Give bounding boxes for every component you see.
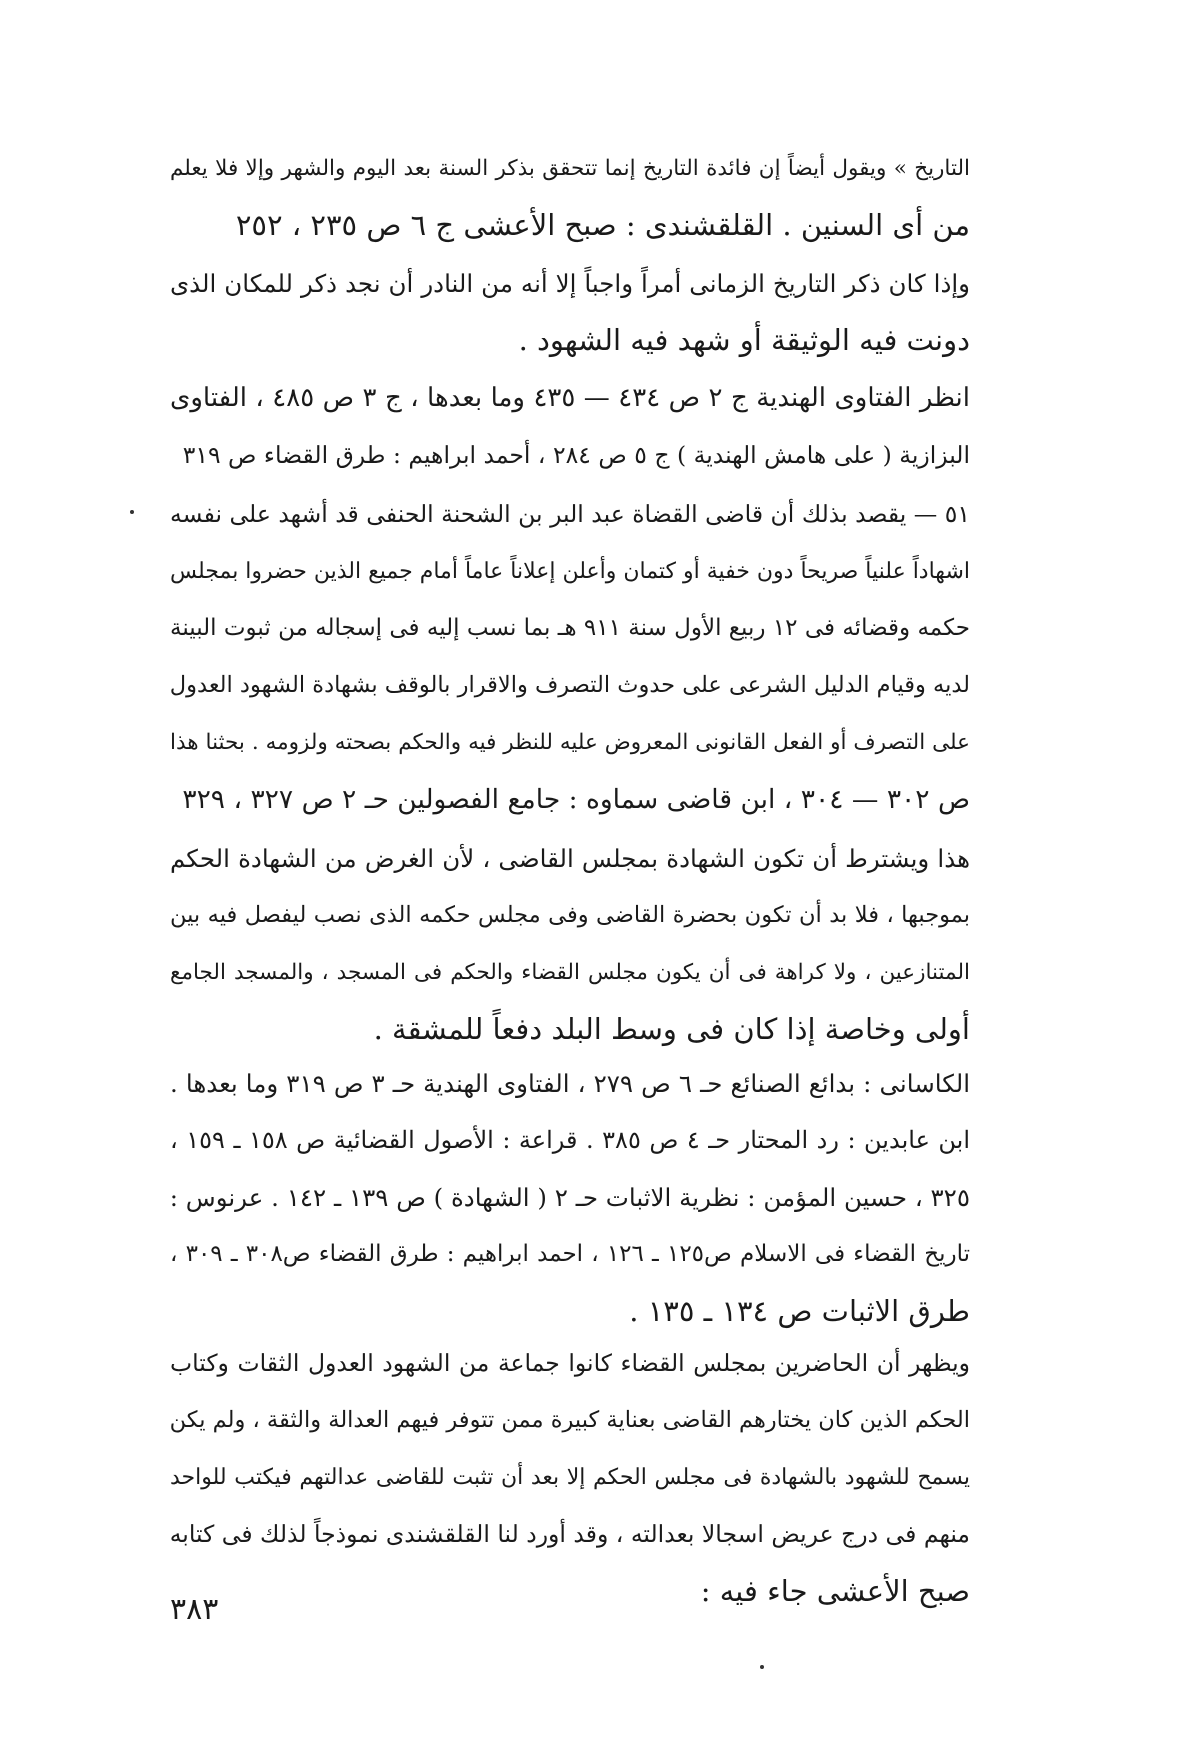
text-line: التاريخ » ويقول أيضاً إن فائدة التاريخ إنما تتحقق بذكر السنة بعد اليوم والشهر وإلا فلا يعلم (170, 156, 970, 181)
scan-speck (130, 510, 134, 514)
text-line: هذا ويشترط أن تكون الشهادة بمجلس القاضى ، لأن الغرض من الشهادة الحكم (170, 844, 970, 873)
scan-speck (760, 1665, 764, 1669)
text-line: ٥١ — يقصد بذلك أن قاضى القضاة عبد البر بن الشحنة الحنفى قد أشهد على نفسه (170, 500, 970, 528)
text-line: ص ٣٠٢ — ٣٠٤ ، ابن قاضى سماوه : جامع الفصولين حـ ٢ ص ٣٢٧ ، ٣٢٩ (182, 784, 970, 815)
text-line: صبح الأعشى جاء فيه : (700, 1574, 970, 1608)
text-line: على التصرف أو الفعل القانونى المعروض عليه للنظر فيه والحكم بصحته ولزومه . بحثنا هذا (170, 730, 970, 755)
text-line: الكاسانى : بدائع الصنائع حـ ٦ ص ٢٧٩ ، الفتاوى الهندية حـ ٣ ص ٣١٩ وما بعدها . (170, 1069, 970, 1098)
text-line: ابن عابدين : رد المحتار حـ ٤ ص ٣٨٥ . قراعة : الأصول القضائية ص ١٥٨ ـ ١٥٩ ، (170, 1126, 971, 1154)
text-line: الحكم الذين كان يختارهم القاضى بعناية كبيرة ممن تتوفر فيهم العدالة والثقة ، ولم يكن (169, 1407, 970, 1433)
text-line: من أى السنين . القلقشندى : صبح الأعشى ج ٦ ص ٢٣٥ ، ٢٥٢ (235, 208, 970, 242)
text-line: اشهاداً علنياً صريحاً دون خفية أو كتمان وأعلن إعلاناً عاماً أمام جميع الذين حضروا بمجلس (169, 559, 970, 584)
paragraph-references-fatawa (170, 370, 970, 484)
text-line: ويظهر أن الحاضرين بمجلس القضاء كانوا جماعة من الشهود العدول الثقات وكتاب (170, 1349, 970, 1377)
paragraph-references-kasani (170, 1055, 970, 1340)
text-line: المتنازعين ، ولا كراهة فى أن يكون مجلس القضاء والحكم فى المسجد ، والمسجد الجامع (170, 960, 970, 985)
text-line: حكمه وقضائه فى ١٢ ربيع الأول سنة ٩١١ هـ بما نسب إليه فى إسجاله من ثبوت البينة (170, 615, 970, 641)
text-line: دونت فيه الوثيقة أو شهد فيه الشهود . (518, 323, 970, 357)
text-line: انظر الفتاوى الهندية ج ٢ ص ٤٣٤ — ٤٣٥ وما بعدها ، ج ٣ ص ٤٨٥ ، الفتاوى (170, 383, 971, 413)
text-line: منهم فى درج عريض اسجالا بعدالته ، وقد أورد لنا القلقشندى نموذجاً لذلك فى كتابه (169, 1520, 970, 1548)
text-line: لديه وقيام الدليل الشرعى على حدوث التصرف والاقرار بالوقف بشهادة الشهود العدول (169, 672, 970, 698)
text-line: طرق الاثبات ص ١٣٤ ـ ١٣٥ . (629, 1294, 970, 1328)
text-line: البزازية ( على هامش الهندية ) ج ٥ ص ٢٨٤ ، أحمد ابراهيم : طرق القضاء ص ٣١٩ (182, 441, 970, 469)
paragraph-court-session (170, 830, 970, 1058)
paragraph-witnesses (170, 1335, 970, 1620)
text-line: ٣٢٥ ، حسين المؤمن : نظرية الاثبات حـ ٢ ( الشهادة ) ص ١٣٩ ـ ١٤٢ . عرنوس : (169, 1183, 970, 1212)
paragraph-date-importance (170, 140, 970, 254)
text-line: تاريخ القضاء فى الاسلام ص١٢٥ ـ ١٢٦ ، احمد ابراهيم : طرق القضاء ص٣٠٨ ـ ٣٠٩ ، (170, 1241, 970, 1267)
text-line: بموجبها ، فلا بد أن تكون بحضرة القاضى وفى مجلس حكمه الذى نصب ليفصل فيه بين (170, 902, 970, 928)
text-line: وإذا كان ذكر التاريخ الزمانى أمراً واجباً إلا أنه من النادر أن نجد ذكر للمكان الذى (170, 269, 970, 298)
text-line: يسمح للشهود بالشهادة فى مجلس الحكم إلا بعد أن تثبت للقاضى عدالتهم فيكتب للواحد (170, 1465, 970, 1490)
page-number: ٣٨٣ (170, 1592, 219, 1627)
text-line: أولى وخاصة إذا كان فى وسط البلد دفعاً للمشقة . (373, 1012, 970, 1046)
paragraph-note-51 (170, 486, 970, 828)
paragraph-place-mention (170, 255, 970, 369)
